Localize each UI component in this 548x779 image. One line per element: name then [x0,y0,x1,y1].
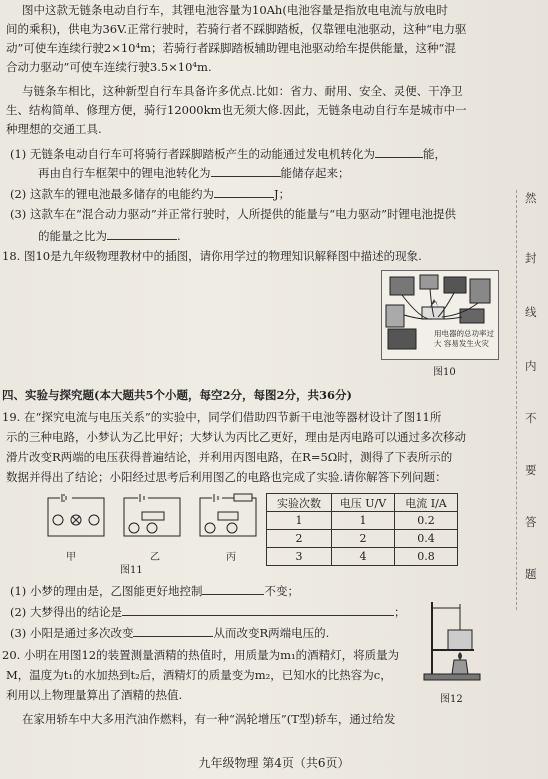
q19-line2: 示的三种电路，小梦认为乙比甲好；大梦认为丙比乙更好，理由是丙电路可以通过多次移动 [6,430,466,444]
circuit-yi [124,494,180,536]
q19-answer-blank-2[interactable] [122,604,394,616]
q17-sub2-suffix: J； [273,187,291,201]
q19-line3: 滑片改变R两端的电压获得普遍结论，并利用丙图电路，在R=5Ω时，测得了下表所示的 [6,450,453,464]
table-row [267,530,458,548]
q17-sub2 [10,186,290,201]
page-footer: 九年级物理 第4页（共6页） [198,756,350,770]
figure-11-caption: 图11 [120,565,143,576]
table-header-row [267,494,458,512]
q17-answer-blank-1[interactable] [375,146,423,158]
table-cell: 2 [332,530,395,548]
q17-sub3-suffix: . [177,229,181,243]
q19-answer-blank-1[interactable] [202,583,264,595]
q19-sub1-suffix: 不变； [264,584,299,598]
seal-char: 答 [525,515,537,529]
para2-line1: 与链条车相比，这种新型自行车具备许多优点.比如：省力、耐用、安全、灵便、干净卫 [22,84,463,98]
table-row [267,548,458,566]
table-header-voltage: 电压 U/V [332,494,395,512]
table-cell: 0.8 [395,548,458,566]
table-cell: 2 [267,530,332,548]
experiment-data-table [266,493,458,566]
q20-line1: 20. 小明在用图12的装置测量酒精的热值时，用质量为m₁的酒精灯，将质量为 [2,648,400,662]
q17-sub1-suffix: 能， [422,147,446,161]
q19-sub3 [10,625,329,640]
q17-answer-blank-3[interactable] [214,186,274,198]
q19-answer-blank-3[interactable] [133,625,213,637]
figure-10 [381,270,499,360]
circuit-label-jia: 甲 [66,552,76,563]
seal-line-sidebar [516,190,547,610]
q17-answer-blank-2[interactable] [211,165,281,177]
q19-line1: 19. 在“探究电流与电压关系”的实验中，同学们借助四节新干电池等器材设计了图11所 [2,410,442,424]
table-header-trial: 实验次数 [267,494,332,512]
q19-sub3-suffix: 从而改变R两端电压的. [213,626,330,640]
circuit-jia [48,494,104,536]
figure-12-apparatus [420,598,484,684]
table-cell: 0.2 [395,512,458,530]
q19-sub1-text: (1) 小梦的理由是，乙图能更好地控制 [10,584,203,598]
circuit-bing [200,494,256,536]
q19-line4: 数据并得出了结论；小阳经过思考后利用图乙的电路也完成了实验.请你解答下列问题： [6,470,447,484]
section-4-title: 四、实验与探究题(本大题共5个小题，每空2分，每图2分，共36分) [2,388,352,402]
table-cell: 4 [332,548,395,566]
seal-char: 题 [525,567,537,581]
circuit-label-bing: 丙 [226,552,236,563]
seal-char: 要 [525,463,537,477]
q19-sub1 [10,583,299,598]
table-header-current: 电流 I/A [395,494,458,512]
q17-sub1-line1 [10,146,446,161]
q18-text: 18. 图10是九年级物理教材中的插图，请你用学过的物理知识解释图中描述的现象. [2,249,422,263]
q17-sub3-line1: (3) 这款车在“混合动力驱动”并正常行驶时，人所提供的能量与“电力驱动”时锂电池提供 [10,207,456,221]
q19-sub2-text: (2) 大梦得出的结论是 [10,605,122,619]
para1-line1: 图中这款无链条电动自行车，其锂电池容量为10Ah(电池容量是指放电电流与放电时 [22,3,448,17]
q19-sub2-suffix: ； [393,605,406,619]
table-cell: 1 [332,512,395,530]
q17-sub1-line2 [38,165,350,180]
seal-char: 线 [525,305,537,319]
seal-char: 内 [525,359,537,373]
table-cell: 3 [267,548,332,566]
q17-sub3-text: 的能量之比为 [38,229,107,243]
q17-sub1-suffix2: 能储存起来； [280,166,350,180]
seal-char: 不 [525,411,537,425]
para2-line3: 种理想的交通工具. [6,122,102,136]
q20-line3: 利用以上物理量算出了酒精的热值. [6,688,183,702]
q17-sub2-text: (2) 这款车的锂电池最多储存的电能约为 [10,187,214,201]
para2-line2: 生、结构简单、修理方便，骑行12000km也无须大修.因此，无链条电动自行车是城市中一 [6,103,467,117]
para1-line3: 动”可使车连续行驶2×10⁴m；若骑行者踩脚踏板辅助锂电池驱动给车提供能量，这种“混 [6,41,456,55]
table-cell: 0.4 [395,530,458,548]
figure-10-caption: 图10 [433,367,456,378]
q17-sub1-text: (1) 无链条电动自行车可将骑行者踩脚踏板产生的动能通过发电机转化为 [10,147,375,161]
para1-line4: 合动力驱动”可使车连续行驶3.5×10⁴m. [6,60,212,74]
table-cell: 1 [267,512,332,530]
seal-char: 然 [525,191,537,205]
table-row [267,512,458,530]
q20-line4: 在家用轿车中大多用汽油作燃料，有一种“涡轮增压”(T型)轿车，通过给发 [22,712,396,726]
circuit-label-yi: 乙 [150,552,160,563]
para1-line2: 间的乘积)，供电为36V.正常行驶时，若骑行者不踩脚踏板，仅靠锂电池驱动，这种“电力驱 [6,22,467,36]
figure-12-caption: 图12 [440,694,463,705]
q17-answer-blank-4[interactable] [107,228,177,240]
seal-char: 封 [525,251,537,265]
q19-sub3-text: (3) 小阳是通过多次改变 [10,626,134,640]
q17-sub3-line2 [38,228,181,243]
q19-sub2 [10,604,405,619]
q17-sub1-text2: 再由自行车框架中的锂电池转化为 [38,166,211,180]
figure-10-inner-caption: 用电器的总功率过大 容易发生火灾 [434,329,494,348]
q20-line2: M，温度为t₁的水加热到t₂后，酒精灯的质量变为m₂，已知水的比热容为c， [6,668,392,682]
